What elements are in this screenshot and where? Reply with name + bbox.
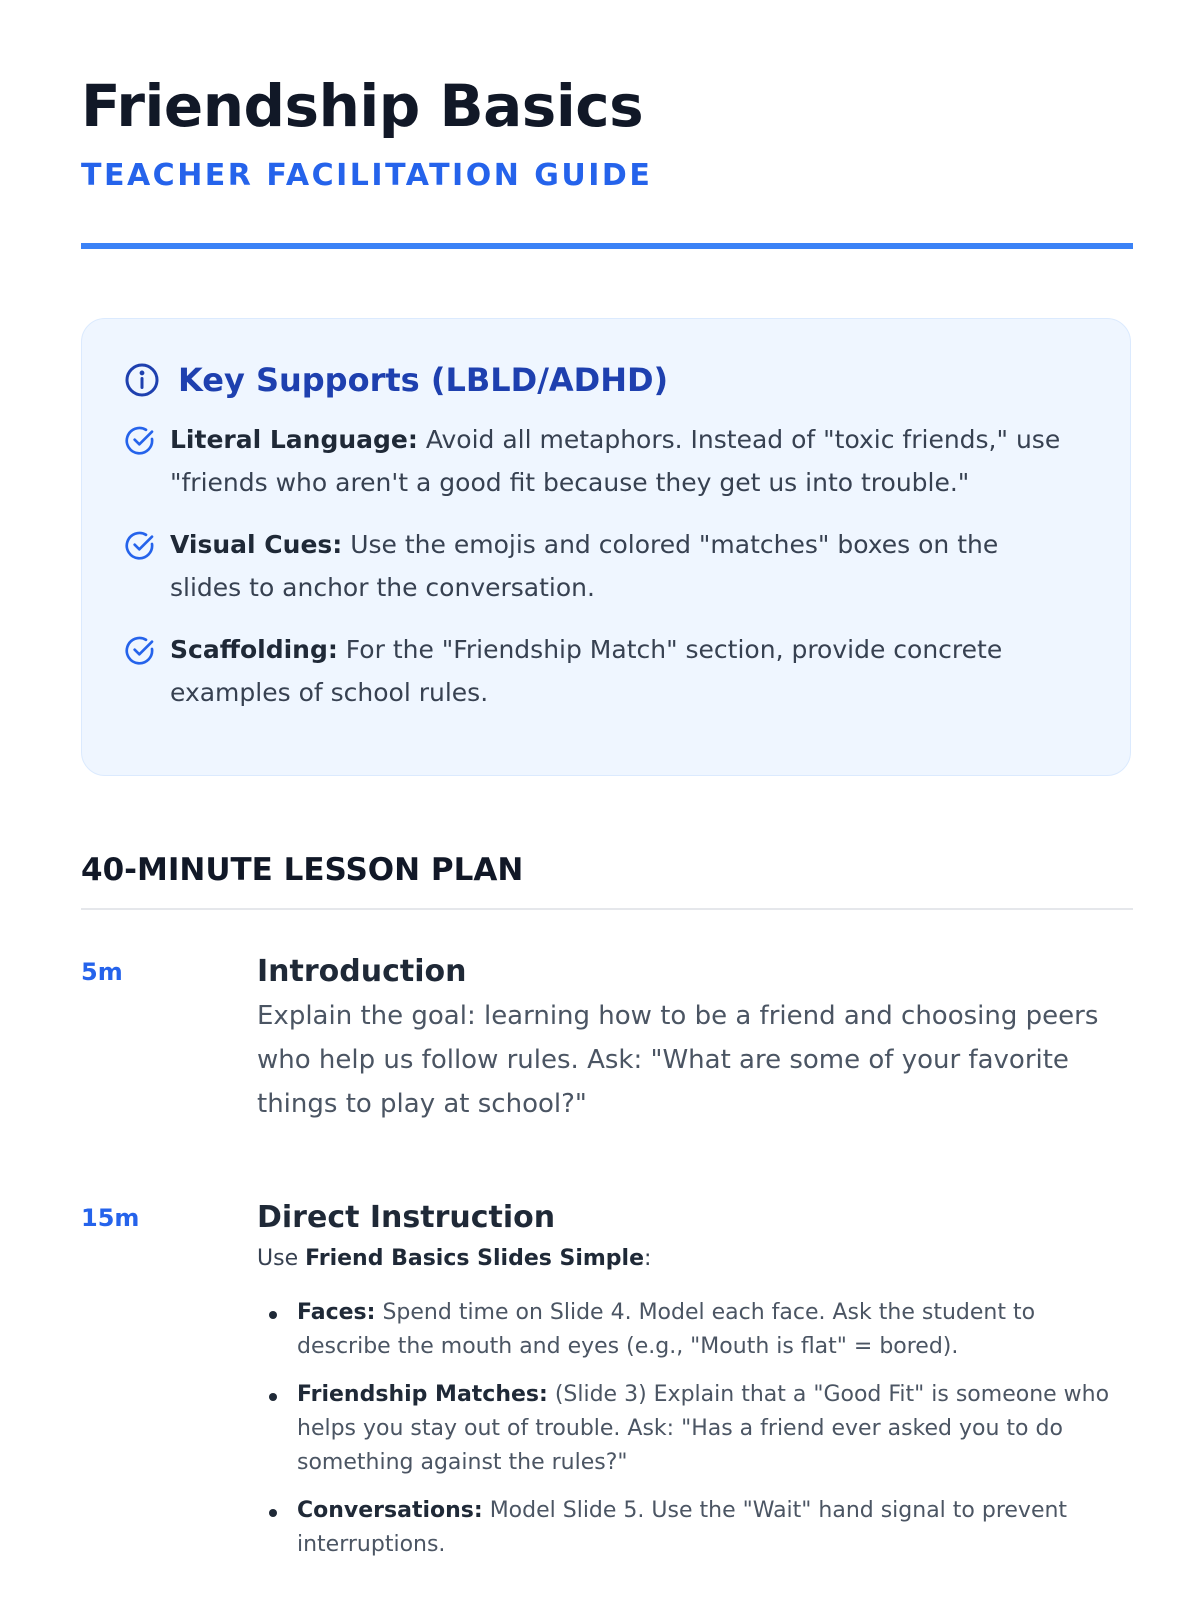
step-description: Explain the goal: learning how to be a friend and choosing peers who help us follow rules. Ask: "What are some of your favorite things to play at school?" (257, 1001, 1099, 1119)
step-lead-suffix: : (644, 1246, 652, 1271)
key-supports-header (124, 361, 668, 399)
support-item-label: Literal Language: (170, 425, 418, 454)
bullet-label: Faces: (297, 1300, 376, 1325)
support-item-literal-language (124, 423, 1074, 504)
key-supports-panel (81, 318, 1131, 776)
key-supports-title: Key Supports (LBLD/ADHD) (178, 361, 669, 399)
lesson-plan-heading: 40-MINUTE LESSON PLAN (81, 852, 524, 888)
slides-name: Friend Basics Slides Simple (305, 1246, 645, 1271)
bullet-label: Friendship Matches: (297, 1382, 548, 1407)
bullet-text: Spend time on Slide 4. Model each face. Ask the student to describe the mouth and eyes (e.g., "Mouth is flat" = bored). (297, 1300, 1036, 1359)
check-circle-icon (124, 635, 156, 667)
bullet-text: (Slide 3) Explain that a "Good Fit" is someone who helps you stay out of trouble. Ask: "Has a friend ever asked you to do something against the rules?" (297, 1382, 1110, 1475)
support-item-text (170, 628, 1074, 714)
step-lead-text (257, 1244, 1133, 1274)
step-title: Direct Instruction (257, 1200, 556, 1235)
support-item-text (170, 418, 1074, 504)
step-title: Introduction (257, 954, 467, 989)
support-item-description: For the "Friendship Match" section, provide concrete examples of school rules. (170, 635, 1003, 707)
lesson-step-introduction (257, 952, 1133, 1126)
list-item (257, 1494, 1133, 1562)
support-item-visual-cues (124, 528, 1074, 609)
page-subtitle: TEACHER FACILITATION GUIDE (81, 158, 653, 193)
check-circle-icon (124, 530, 156, 562)
lesson-step-direct-instruction (257, 1198, 1133, 1576)
bullet-label: Conversations: (297, 1498, 483, 1523)
support-item-label: Visual Cues: (170, 530, 343, 559)
support-item-scaffolding (124, 633, 1074, 714)
support-item-label: Scaffolding: (170, 635, 338, 664)
instruction-bullet-list (257, 1296, 1133, 1562)
page-title: Friendship Basics (81, 72, 644, 140)
bullet-text: Model Slide 5. Use the "Wait" hand signal to prevent interruptions. (297, 1498, 1068, 1557)
step-lead-prefix: Use (257, 1246, 306, 1271)
info-icon (124, 362, 160, 398)
lesson-plan-divider (81, 908, 1133, 910)
check-circle-icon (124, 425, 156, 457)
support-item-text (170, 523, 1074, 609)
list-item (257, 1378, 1133, 1480)
support-item-description: Avoid all metaphors. Instead of "toxic friends," use "friends who aren't a good fit because they get us into trouble." (170, 425, 1061, 497)
list-item (257, 1296, 1133, 1364)
header-divider (81, 243, 1133, 249)
step-duration: 5m (81, 958, 123, 986)
step-duration: 15m (81, 1204, 140, 1232)
support-item-description: Use the emojis and colored "matches" boxes on the slides to anchor the conversation. (170, 530, 999, 602)
